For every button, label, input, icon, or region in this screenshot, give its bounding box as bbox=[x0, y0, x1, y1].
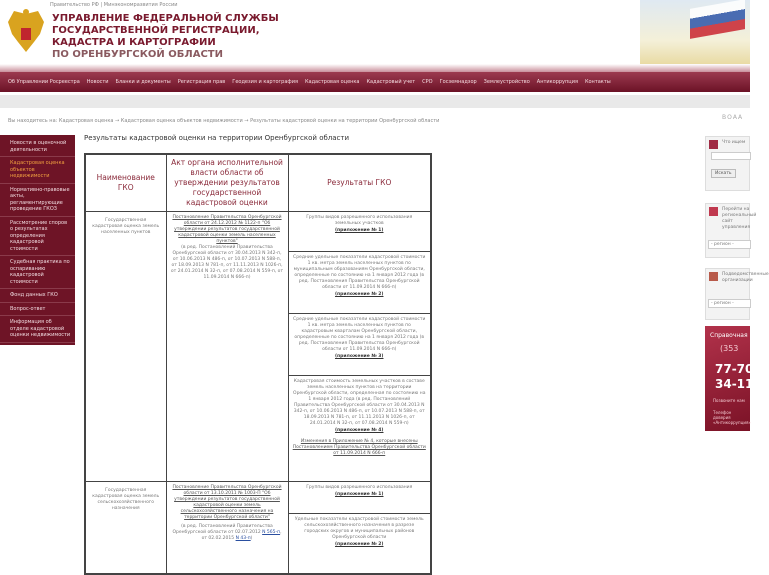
nav-item[interactable]: Об Управлении Росреестра bbox=[8, 79, 80, 85]
sidebar-item[interactable]: Фонд данных ГКО bbox=[0, 289, 75, 303]
nav-gradient bbox=[0, 64, 750, 72]
sidebar-item[interactable]: Вопрос-ответ bbox=[0, 303, 75, 317]
nav-item[interactable]: Контакты bbox=[584, 79, 611, 85]
result-text: Группы видов разрешенного использования bbox=[306, 485, 413, 490]
result-text: Средние удельные показатели кадастровой стоимости 1 кв. метра земель населенных пунктов по кадастровым кварталам Оренбургской области, определенные по состоянию на 1 января 2012 года (в ред. Постановления Правительства Оренбургской области от 11.09.2014 N 666-п) bbox=[293, 317, 426, 352]
result-text: Удельные показатели кадастровой стоимости земель сельскохозяйственного назначения в разрезе городских округов и муниципальных районов Оренбургской области bbox=[294, 517, 424, 540]
nav-item[interactable]: Кадастровая оценка bbox=[304, 79, 360, 85]
column-header: Наименование ГКО bbox=[85, 154, 166, 212]
note-text: (в ред. Постановлений Правительства Оренбургской области от 02.07.2012 bbox=[172, 524, 273, 535]
sidebar-item[interactable]: Судебная практика по оспариванию кадастровой стоимости bbox=[0, 256, 75, 289]
organizations-icon bbox=[709, 272, 718, 281]
nav-item[interactable]: СРО bbox=[422, 79, 433, 85]
changes-link[interactable]: Изменения в Приложение № 4, которые внесены Постановлением Правительства Оренбургской области от 11.09.2014 N 666-п bbox=[292, 439, 426, 456]
appendix-link[interactable]: (приложение № 4) bbox=[334, 428, 384, 433]
region-select[interactable]: - регион - bbox=[708, 240, 751, 249]
phone-number: 34-11 bbox=[715, 377, 754, 391]
appendix-link[interactable]: (приложение № 2) bbox=[334, 542, 384, 547]
note-text: , от 02.02.2015 bbox=[201, 530, 282, 541]
result-cell bbox=[288, 252, 431, 314]
result-cell bbox=[288, 514, 431, 574]
act-cell bbox=[166, 482, 288, 574]
region-box bbox=[705, 203, 757, 258]
nav-item[interactable]: Кадастровый учет bbox=[366, 79, 416, 85]
table-row bbox=[85, 212, 431, 252]
gko-name-cell: Государственная кадастровая оценка земель сельскохозяйственного назначения bbox=[85, 482, 166, 574]
result-cell bbox=[288, 376, 431, 482]
breadcrumb[interactable]: Вы находитесь на: Кадастровая оценка → Кадастровая оценка объектов недвижимости → Результаты кадастровой оценки на территории Оренбургской области bbox=[8, 118, 440, 124]
site-title bbox=[52, 13, 279, 61]
search-input[interactable] bbox=[711, 152, 751, 160]
gko-results-table bbox=[84, 153, 432, 575]
result-text: Средние удельные показатели кадастровой стоимости 1 кв. метра земель населенных пунктов по муниципальным образованиям Оренбургской области, определенные по состоянию на 1 января 2012 года (в ред. Постановления Правительства Оренбургской области от 11.09.2014 N 666-п) bbox=[293, 255, 426, 290]
organizations-box bbox=[705, 268, 769, 320]
region-icon bbox=[709, 207, 718, 216]
organizations-text: Подведомственные организации bbox=[722, 272, 769, 283]
sidebar-item[interactable]: Нормативно-правовые акты, регламентирующие проведение ГКОЗ bbox=[0, 184, 75, 217]
nav-item[interactable]: Антикоррупция bbox=[536, 79, 578, 85]
appendix-link[interactable]: (приложение № 3) bbox=[334, 354, 384, 359]
main-nav bbox=[0, 72, 750, 92]
region-text: Перейти на региональный сайт управления bbox=[722, 207, 757, 230]
left-sidebar bbox=[0, 135, 75, 345]
nav-item[interactable]: Бланки и документы bbox=[115, 79, 171, 85]
table-row bbox=[85, 482, 431, 514]
title-line: КАДАСТРА И КАРТОГРАФИИ bbox=[52, 37, 216, 48]
nav-item[interactable]: Новости bbox=[86, 79, 109, 85]
hotline-numbers bbox=[715, 362, 753, 392]
sidebar-item[interactable]: Информация об отделе кадастровой оценки недвижимости bbox=[0, 316, 75, 343]
hotline-title: Справочная bbox=[710, 332, 748, 339]
act-link[interactable]: Постановление Правительства Оренбургской области от 13.10.2011 № 1003-П "Об утверждении результатов государственной кадастровой оценки земель сельскохозяйственного назначения на территории Оренбургской области" bbox=[172, 485, 282, 520]
act-cell bbox=[166, 212, 288, 482]
amendment-link[interactable]: N 565-п bbox=[262, 530, 281, 535]
sidebar-item[interactable]: Новости в оценочной деятельности bbox=[0, 137, 75, 157]
result-cell bbox=[288, 314, 431, 376]
gko-name-cell: Государственная кадастровая оценка земель населенных пунктов bbox=[85, 212, 166, 482]
result-cell bbox=[288, 482, 431, 514]
appendix-link[interactable]: (приложение № 1) bbox=[334, 228, 384, 233]
result-text: Группы видов разрешенного использования земельных участков bbox=[306, 215, 413, 226]
note-text: ) bbox=[250, 536, 253, 541]
act-note: (в ред. Постановлений Правительства Оренбургской области от 30.04.2013 N 342-п, от 10.06.2013 N 486-п, от 10.07.2013 N 588-п, от 18.09.2013 N 781-п, от 11.11.2013 N 1026-п, от 24.01.2014 N 32-п, от 07.08.2014 N 559-п, от 11.09.2014 N 666-п) bbox=[170, 245, 284, 280]
act-note bbox=[171, 524, 284, 542]
nav-item[interactable]: Землеустройство bbox=[483, 79, 530, 85]
title-line: ГОСУДАРСТВЕННОЙ РЕГИСТРАЦИИ, bbox=[52, 25, 260, 36]
result-cell bbox=[288, 212, 431, 252]
organizations-select[interactable]: - регион - bbox=[708, 299, 751, 308]
column-header: Акт органа исполнительной власти области об утверждении результатов государственной кадастровой оценки bbox=[166, 154, 288, 212]
top-link[interactable]: Правительство РФ | Минэкономразвития России bbox=[50, 2, 178, 8]
right-sidebar-label: ВОАА bbox=[722, 114, 744, 121]
callback-link[interactable]: Позвоните нам bbox=[713, 398, 745, 403]
act-link[interactable]: Постановление Правительства Оренбургской области от 24.12.2012 № 1122-п "Об утверждении результатов государственной кадастровой оценки земель населенных пунктов" bbox=[172, 215, 282, 244]
trust-phone-note: Телефон доверия «Антикоррупция» bbox=[713, 410, 751, 425]
search-button[interactable]: Искать bbox=[711, 169, 736, 178]
search-label: Что ищем bbox=[722, 140, 746, 145]
title-line: УПРАВЛЕНИЕ ФЕДЕРАЛЬНОЙ СЛУЖБЫ bbox=[52, 13, 279, 24]
coat-of-arms-logo[interactable] bbox=[6, 8, 46, 58]
table-header-row bbox=[85, 154, 431, 212]
appendix-link[interactable]: (приложение № 1) bbox=[334, 492, 384, 497]
phone-number: 77-70 bbox=[715, 362, 754, 376]
page-title: Результаты кадастровой оценки на территории Оренбургской области bbox=[84, 134, 350, 142]
search-icon bbox=[709, 140, 718, 149]
appendix-link[interactable]: (приложение № 2) bbox=[334, 292, 384, 297]
hotline-banner bbox=[705, 326, 754, 431]
title-subline: ПО ОРЕНБУРГСКОЙ ОБЛАСТИ bbox=[52, 49, 223, 60]
amendment-link[interactable]: N 43-п bbox=[235, 536, 251, 541]
nav-item[interactable]: Регистрация прав bbox=[177, 79, 226, 85]
search-box bbox=[705, 136, 750, 191]
subnav-band bbox=[0, 95, 750, 108]
result-text: Кадастровая стоимость земельных участков в составе земель населенных пунктов на территории Оренбургской области, определенная по состоянию на 1 января 2012 года (в ред. Постановлений Правительства Оренбургской области от 30.04.2013 N 342-п, от 10.06.2013 N 486-п, от 10.07.2013 N 588-п, от 18.09.2013 N 781-п, от 11.11.2013 N 1026-п, от 24.01.2014 N 32-п, от 07.08.2014 N 559-п) bbox=[293, 379, 426, 426]
nav-item[interactable]: Геодезия и картография bbox=[232, 79, 298, 85]
sidebar-item-active[interactable]: Кадастровая оценка объектов недвижимости bbox=[0, 157, 75, 184]
sidebar-item[interactable]: Рассмотрение споров о результатах определения кадастровой стоимости bbox=[0, 217, 75, 257]
hotline-code: (353 bbox=[720, 344, 739, 353]
nav-item[interactable]: Госземнадзор bbox=[439, 79, 477, 85]
column-header: Результаты ГКО bbox=[288, 154, 431, 212]
